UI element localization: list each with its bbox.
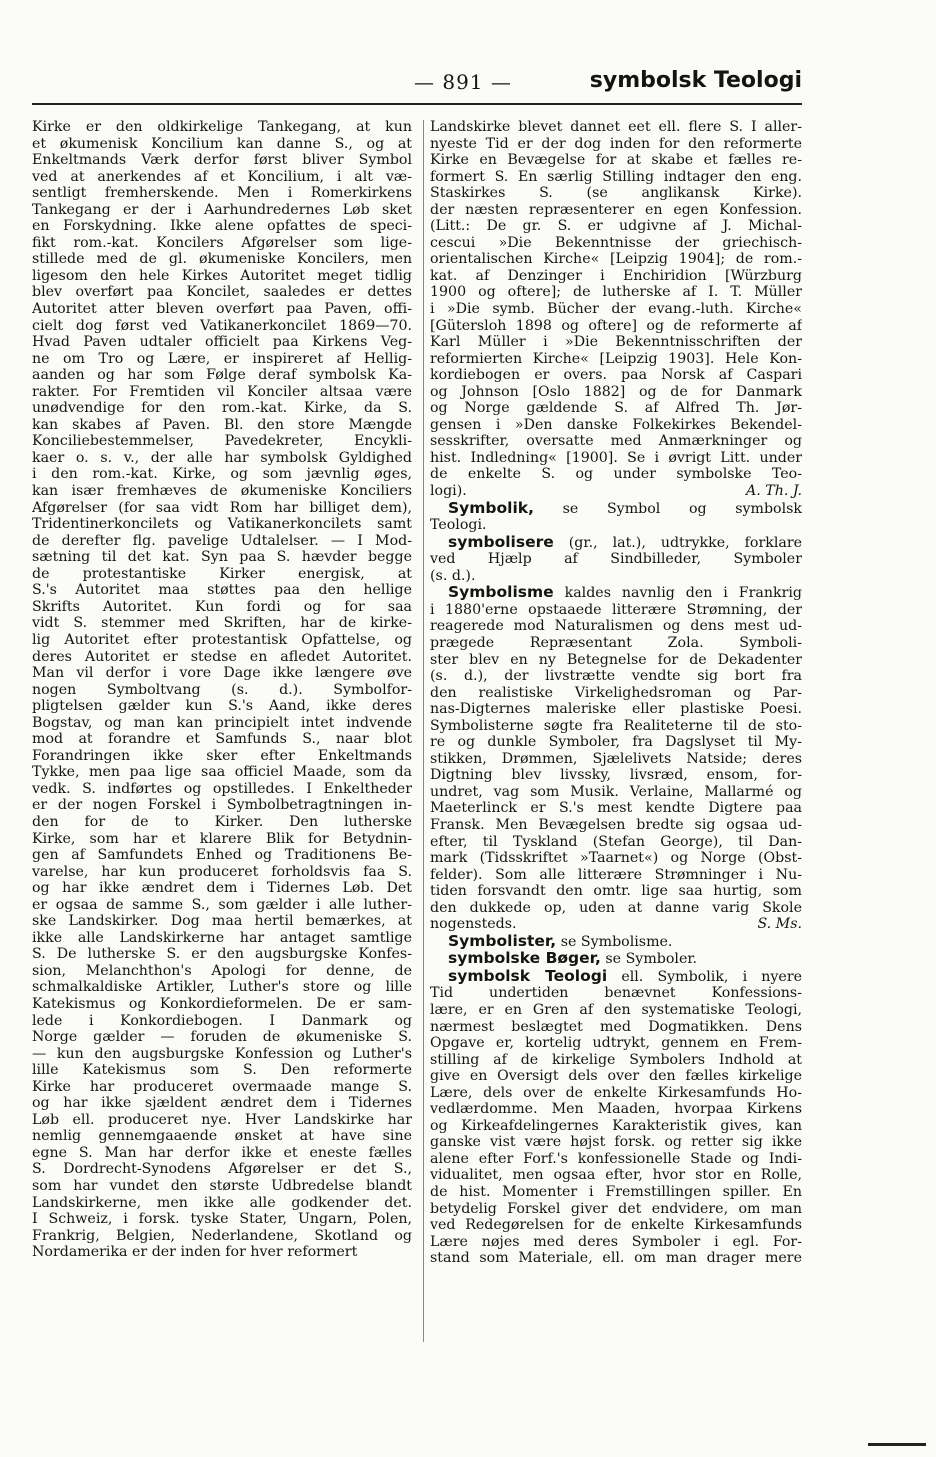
text-line: i 1880'erne opstaaede litterære Strømning, der (430, 601, 802, 618)
text-line: 1900 og oftere]; de lutherske af I. T. Müller (430, 284, 802, 301)
text-line: ikke alle Landskirkerne har antaget samtlige (32, 929, 412, 946)
text-line: unødvendige for den rom.-kat. Kirke, da S. (32, 400, 412, 417)
text-line: ligesom den hele Kirkes Autoritet meget tidlig (32, 267, 412, 284)
text-line: er der nogen Forskel i Symbolbetragtningen in- (32, 797, 412, 814)
text-line: S. De lutherske S. er den augsburgske Konfes- (32, 946, 412, 963)
text-line: sesskrifter, oversatte med Anmærkninger og (430, 433, 802, 450)
text-line: kaer o. s. v., der alle har symbolsk Gyldighed (32, 449, 412, 466)
entry-symbolisme-body (430, 602, 802, 916)
text-line: vidt S. stemmer med Skriften, har de kirke- (32, 615, 412, 632)
text-line: mod at forandre et Samfunds S., naar blot (32, 731, 412, 748)
text-line: gen af Samfundets Enhed og Traditionens Be- (32, 847, 412, 864)
text-line: Kirke er den oldkirkelige Tankegang, at kun (32, 119, 412, 135)
text-line: vedk. S. indførtes og opstilledes. I Enkeltheder (32, 780, 412, 797)
entry-symbolik: Symbolik, se Symbol og symbolsk (448, 499, 802, 517)
text-line: lille Katekismus som S. Den reformerte (32, 1062, 412, 1079)
text-line: I Schweiz, i forsk. tyske Stater, Ungarn, Polen, (32, 1211, 412, 1228)
text-line: cielt dog først ved Vatikanerkoncilet 1869—70. (32, 317, 412, 334)
text-line: (Litt.: De gr. S. er udgivne af J. Michal- (430, 218, 802, 235)
text-line: Staskirkes S. (se anglikansk Kirke). (430, 185, 802, 202)
text-line: Landskirke blevet dannet eet ell. flere S. I aller- (430, 119, 802, 135)
text-line: Nordamerika er der inden for hver reformert (32, 1244, 358, 1261)
text-line: Tankegang er der i Aarhundredernes Løb sket (32, 201, 412, 218)
text-line: Tridentinerkoncilets og Vatikanerkoncilets samt (32, 516, 412, 533)
text-line: S.'s Autoritet maa støttes paa den hellige (32, 582, 412, 599)
text-line: ster blev en ny Betegnelse for de Dekadenter (430, 651, 802, 668)
text-line: den dukkede op, uden at danne varig Skole (430, 899, 802, 916)
text-line: felder). Som alle litterære Strømninger i Nu- (430, 866, 802, 883)
entry-line: ved Hjælp af Sindbilleder, Symboler (430, 551, 802, 568)
text-line: hist. Indledning« [1900]. Se i øvrigt Litt. under (430, 449, 802, 466)
text-line: sentligt fremherskende. Men i Romerkirkens (32, 185, 412, 202)
text-line: nogen Symboltvang (s. d.). Symbolfor- (32, 681, 412, 698)
text-line: fikt rom.-kat. Koncilers Afgørelser som lige- (32, 234, 412, 251)
entry-symbolisme-last: nogensteds. S. Ms. (430, 916, 802, 933)
text-line: de protestantiske Kirker energisk, at (32, 565, 412, 582)
text-line: som har vundet den største Udbredelse blandt (32, 1178, 412, 1194)
text-line: Kirke, som har et klarere Blik for Betydnin- (32, 830, 412, 847)
text-line: prægede Repræsentant Zola. Symboli- (430, 634, 802, 651)
text-line: tiden forsvandt den omtr. lige saa hurtig, som (430, 883, 802, 900)
text-line: stikken, Drømmen, Sjælelivets Natside; deres (430, 750, 802, 767)
page-number: — 891 — (414, 70, 512, 94)
author-signature: A. Th. J. (746, 483, 802, 500)
text-line: Forandringen ikke sker efter Enkeltmands (32, 747, 412, 764)
text-line: sætning til det kat. Syn paa S. hævder begge (32, 549, 412, 566)
text-line: en Forskydning. Ikke alene opfattes de speci- (32, 218, 412, 235)
text-line: ske Landskirker. Dog maa hertil bemærkes, at (32, 913, 412, 930)
entry-symbolik-cont: Teologi. (430, 517, 487, 534)
text-line: de hist. Momenter i Fremstillingen spiller. En (430, 1184, 802, 1200)
text-line: Landskirkerne, men ikke alle godkender det. (32, 1194, 412, 1211)
text-line: kan især fremhæves de økumeniske Konciliers (32, 483, 412, 500)
text-line: Skrifts Autoritet. Kun fordi og for saa (32, 598, 412, 615)
text-line: i den rom.-kat. Kirke, og som jævnlig øges, (32, 466, 412, 483)
left-column (32, 119, 412, 1261)
text-line: Løb ell. produceret nye. Hver Landskirke har (32, 1111, 412, 1128)
text-line: cescui »Die Bekenntnisse der griechisch- (430, 234, 802, 251)
text-line: [Gütersloh 1898 og oftere] og de reformerte af (430, 317, 802, 334)
literature-paragraph (430, 119, 802, 483)
text-line: de derefter flg. pavelige Udtalelser. — I Mod- (32, 532, 412, 549)
text-line: Lære nøjes med deres Symboler i egl. For- (430, 1233, 802, 1250)
text-line: og Johnson [Oslo 1882] og de for Danmark (430, 383, 802, 400)
text-line: mark (Tidsskriftet »Taarnet«) og Norge (Obst- (430, 850, 802, 867)
text-line: Enkeltmands Værk derfor først bliver Symbol (32, 152, 412, 169)
text-line: Opgave er, kortelig udtrykt, gennem en Frem- (430, 1035, 802, 1052)
text-line: Karl Müller i »Die Bekenntnisschriften der (430, 334, 802, 351)
text-line: alene efter Forf.'s konfessionelle Stade og Indi- (430, 1150, 802, 1167)
text-line: vidualitet, men ogsaa efter, hvor stor en Rolle, (430, 1167, 802, 1184)
text-line: Tid undertiden benævnet Konfessions- (430, 985, 802, 1002)
text-line: Afgørelser (for saa vidt Rom har billiget dem), (32, 499, 412, 516)
entry-symbolister: Symbolister, se Symbolisme. (448, 932, 673, 950)
text-line: nas-Digternes maleriske eller plastiske Poesi. (430, 701, 802, 718)
text-line: Autoritet atter bleven overført paa Paven, offi- (32, 301, 412, 318)
text-line: Kirke en Bevægelse for at skabe et fælles re- (430, 152, 802, 169)
header-rule (32, 103, 802, 105)
literature-last-line: logi). A. Th. J. (430, 483, 802, 500)
text-line: stillede med de gl. økumeniske Koncilers, men (32, 251, 412, 268)
text-line: Digtning blev livssky, livsræd, ensom, for- (430, 767, 802, 784)
text-line: deres Autoritet er stedse en afledet Autoritet. (32, 648, 412, 665)
text-line: Hvad Paven udtaler officielt paa Kirkens Veg- (32, 334, 412, 351)
text-line: der næsten repræsenterer en egen Konfession. (430, 201, 802, 218)
text-line: og har ikke ændret dem i Tidernes Løb. Det (32, 880, 412, 897)
text-line: undret, vag som Musik. Verlaine, Mallarmé og (430, 783, 802, 800)
text-line: den realistiske Virkelighedsroman og Par- (430, 684, 802, 701)
text-line: S. Dordrecht-Synodens Afgørelser er det S., (32, 1161, 412, 1178)
text-line: Man vil derfor i vore Dage ikke længere øve (32, 665, 412, 682)
text-line: nyeste Tid er der dog inden for den reformerte (430, 135, 802, 152)
text-line: Lære, dels over de enkelte Kirkesamfunds Ho- (430, 1084, 802, 1101)
text-line: Katekismus og Konkordieformelen. De er sam- (32, 995, 412, 1012)
text-line: Symbolisterne søgte fra Realiteterne til de sto- (430, 717, 802, 734)
text-line: blev overført paa Koncilet, saaledes er dettes (32, 284, 412, 301)
text-line: stand som Materiale, ell. om man drager mere (430, 1250, 802, 1267)
text-line: vedlærdomme. Men Maaden, hvorpaa Kirkens (430, 1101, 802, 1118)
entry-symbolisme: Symbolisme kaldes navnlig den i Frankrig (448, 584, 802, 602)
text-line: lære, er en Gren af den systematiske Teologi, (430, 1001, 802, 1018)
column-divider (423, 120, 424, 1342)
text-line: og Kirkeafdelingernes Karakteristik gives, kan (430, 1117, 802, 1134)
author-signature: S. Ms. (757, 916, 802, 933)
text-line: betydelig Forskel giver det endvidere, om man (430, 1200, 802, 1217)
text-line: varelse, har kun produceret forholdsvis faa S. (32, 863, 412, 880)
text-line: pligtelsen gælder kun S.'s Aand, ikke deres (32, 698, 412, 715)
text-line: ved at anerkendes af et Koncilium, i alt væ- (32, 168, 412, 185)
text-line: ganske vist være højst forsk. og retter sig ikke (430, 1134, 802, 1151)
text-line: kat. af Denzinger i Enchiridion [Würzburg (430, 267, 802, 284)
right-column (430, 119, 802, 1267)
text-line: formert S. En særlig Stilling indtager den eng. (430, 168, 802, 185)
entry-symbolsk-teologi: symbolsk Teologi ell. Symbolik, i nyere (448, 967, 802, 985)
entry-symbolske-boger: symbolske Bøger, se Symboler. (448, 950, 698, 968)
text-line: aanden og har som Følge deraf symbolsk Ka- (32, 367, 412, 384)
text-line: stilling af de kirkelige Symbolers Indhold at (430, 1051, 802, 1068)
text-line: Tykke, men paa lige saa officiel Maade, som da (32, 764, 412, 781)
page-header (32, 66, 802, 106)
text-line: Maeterlinck er S.'s mest kendte Digtere paa (430, 800, 802, 817)
scan-mark (868, 1443, 926, 1446)
text-line: i »Die symb. Bücher der evang.-luth. Kirche« (430, 301, 802, 318)
entry-line: (s. d.). (430, 567, 476, 584)
running-title: symbolsk Teologi (589, 68, 802, 93)
text-line: Bogstav, og man kan principielt intet indvende (32, 714, 412, 731)
text-line: de enkelte S. og under symbolske Teo- (430, 466, 802, 483)
text-line: Konciliebestemmelser, Pavedekreter, Encykli- (32, 433, 412, 450)
entry-symbolisere: symbolisere (gr., lat.), udtrykke, forklare (448, 533, 802, 551)
text-line: (s. d.), der livstrætte vendte sig bort fra (430, 668, 802, 685)
text-line: sion, Melanchthon's Apologi for denne, de (32, 962, 412, 979)
text-line: Kirke har produceret overmaade mange S. (32, 1078, 412, 1095)
text-line: gensen i »Den danske Folkekirkes Bekendel- (430, 416, 802, 433)
text-line: den for de to Kirker. Den lutherske (32, 813, 412, 830)
text-line: Norge gælder — foruden de økumeniske S. (32, 1029, 412, 1046)
text-line: — kun den augsburgske Konfession og Luther's (32, 1045, 412, 1062)
text-line: give en Oversigt dels over den fælles kirkelige (430, 1068, 802, 1085)
text-line: og har ikke sjældent ændret dem i Tidernes (32, 1095, 412, 1112)
text-line: rakter. For Fremtiden vil Konciler altsaa være (32, 383, 412, 400)
text-line: kan skabes af Paven. Bl. den store Mængde (32, 416, 412, 433)
text-line: og Norge gældende S. af Alfred Th. Jør- (430, 400, 802, 417)
text-line: nemlig gennemgaaende ønsket at have sine (32, 1128, 412, 1145)
text-line: Fransk. Men Bevægelsen bredte sig ogsaa ud- (430, 816, 802, 833)
text-line: ne om Tro og Lære, er inspireret af Hellig- (32, 350, 412, 367)
text-line: et økumenisk Koncilium kan danne S., og at (32, 135, 412, 152)
text-line: schmalkaldiske Artikler, Luther's store og lille (32, 979, 412, 996)
text-line: reagerede mod Naturalismen og dens mest ud- (430, 618, 802, 635)
text-line: re og dunkle Symboler, fra Dagslyset til My- (430, 734, 802, 751)
entry-symbolsk-teologi-body (430, 985, 802, 1266)
text-line: lede i Konkordiebogen. I Danmark og (32, 1012, 412, 1029)
text-line: nærmest beslægtet med Dogmatikken. Dens (430, 1018, 802, 1035)
text-line: lig Autoritet efter protestantisk Opfattelse, og (32, 631, 412, 648)
text-line: er ogsaa de samme S., som gælder i alle luther- (32, 896, 412, 913)
text-line: orientalischen Kirche« [Leipzig 1904]; de rom.- (430, 251, 802, 268)
text-line: ved Redegørelsen for de enkelte Kirkesamfunds (430, 1217, 802, 1234)
text-line: efter, til Tyskland (Stefan George), til Dan- (430, 833, 802, 850)
text-line: egne S. Man har derfor ikke et eneste fælles (32, 1144, 412, 1161)
text-line: Frankrig, Belgien, Nederlandene, Skotland og (32, 1227, 412, 1244)
text-line: reformierten Kirche« [Leipzig 1903]. Hele Kon- (430, 350, 802, 367)
text-line: kordiebogen er overs. paa Norsk af Caspari (430, 367, 802, 384)
